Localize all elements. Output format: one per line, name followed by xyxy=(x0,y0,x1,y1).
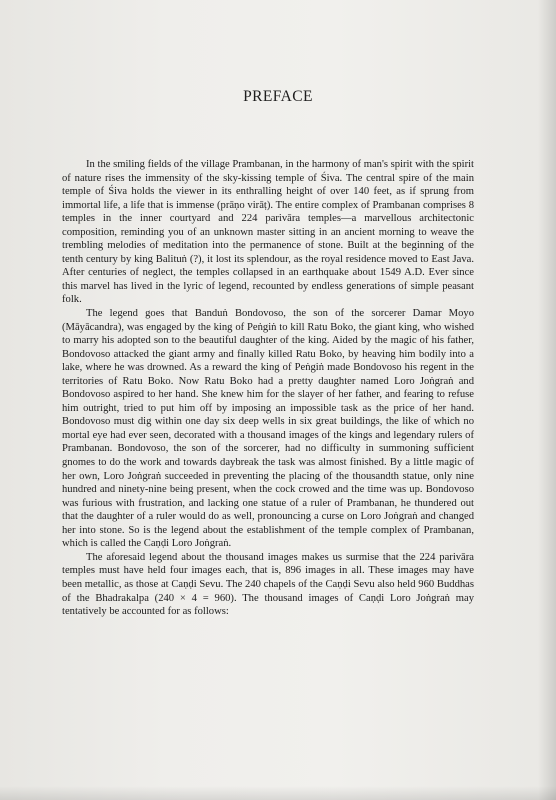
page-bottom-shadow xyxy=(0,786,556,800)
paragraph-3: The aforesaid legend about the thousand images makes us surmise that the 224 parivāra temples must have held four images each, that is, 896 images in all. These images may have been metallic, as those at Caṇḍi Sevu. The 240 chapels of the Caṇḍi Sevu also held 960 Buddhas of the Bhadrakalpa (240 × 4 = 960). The thousand images of Caṇḍi Loro Joṅgraṅ may tentatively be accounted for as follows: xyxy=(62,551,474,618)
page-title: PREFACE xyxy=(243,88,313,105)
preface-body xyxy=(62,158,474,619)
page-edge-shadow xyxy=(538,0,556,800)
paragraph-2: The legend goes that Banduṅ Bondovoso, the son of the sorcerer Damar Moyo (Māyācandra), was engaged by the king of Peṅgiṅ to kill Ratu Boko, the giant king, who wished to marry his adopted son to the beautiful daughter of the king. Aided by the magic of his father, Bondovoso attacked the giant army and finally killed Ratu Boko, by heaving him bodily into a lake, where he was drowned. As a reward the king of Peṅgiṅ made Bondovoso his regent in the territories of Ratu Boko. Now Ratu Boko had a pretty daughter named Loro Joṅgraṅ and Bondovoso aspired to her hand. She knew him for the slayer of her father, and fearing to refuse him outright, tried to put him off by imposing an impossible task as the price of her hand. Bondovoso must dig within one day six deep wells in six great buildings, the like of which no mortal eye had ever seen, decorated with a thousand images of the kings and legendary rulers of Prambanan. Bondovoso, the son of the sorcerer, had no difficulty in summoning sufficient gnomes to do the work and towards daybreak the task was almost finished. By a little magic of her own, Loro Joṅgraṅ succeeded in preventing the placing of the thousandth statue, only nine hundred and ninety-nine being present, when the cock crowed and the time was up. Bondovoso was furious with frustration, and lacking one statue of a ruler of Prambanan, he thundered out that the daughter of a ruler would do as well, pronouncing a curse on Loro Joṅgraṅ and changed her into stone. So is the legend about the establishment of the temple complex of Prambanan, which is called the Caṇḍi Loro Joṅgraṅ. xyxy=(62,308,474,550)
paragraph-1: In the smiling fields of the village Prambanan, in the harmony of man's spirit with the spirit of nature rises the immensity of the sky-kissing temple of Śiva. The central spire of the main temple of Śiva holds the viewer in its enthralling height of over 140 feet, as if sprung from immortal life, a life that is immense (prāṇo virāṭ). The entire complex of Prambanan comprises 8 temples in the inner courtyard and 224 parivāra temples—a marvellous architectonic composition, reminding you of an unknown master sitting in an ancient morning to weave the trembling melodies of meditation into the permanence of stone. Built at the beginning of the tenth century by king Balituṅ (?), it lost its splendour, as the royal residence moved to East Java. After centuries of neglect, the temples collapsed in an earthquake about 1549 A.D. Ever since this marvel has lived in the lyric of legend, recounted by endless generations of simple peasant folk. xyxy=(62,159,474,306)
